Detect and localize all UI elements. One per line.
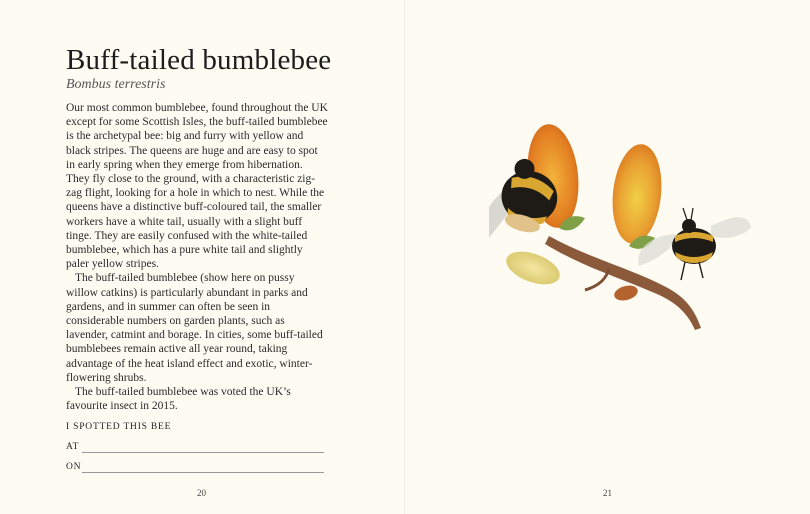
- body-text: [66, 101, 328, 413]
- on-write-line: [82, 472, 324, 473]
- on-label: ON: [66, 462, 82, 472]
- at-field: [66, 442, 324, 456]
- at-label: AT: [66, 442, 80, 452]
- at-write-line: [82, 452, 324, 453]
- paragraph-2: The buff-tailed bumblebee (show here on pussy willow catkins) is particularly abundant in parks and gardens, and in summer can often be seen in considerable numbers on garden plants, such as lavender, catmint and borage. In cities, some buff-tailed bumblebees remain active all year round, taking advantage of the heat island effect and exotic, winter-flowering shrubs.: [66, 272, 323, 384]
- page-title: Buff-tailed bumblebee: [66, 44, 332, 76]
- paragraph-3: The buff-tailed bumblebee was voted the UK’s favourite insect in 2015.: [66, 386, 291, 413]
- bumblebee-illustration: [489, 118, 759, 338]
- right-page: [405, 0, 810, 514]
- on-field: [66, 462, 324, 476]
- page-number-right: 21: [603, 488, 612, 498]
- page-number-left: 20: [197, 488, 206, 498]
- branch-bud: [613, 283, 640, 303]
- catkin-orange-right: [608, 142, 666, 246]
- catkin-pale: [502, 245, 564, 290]
- latin-name: Bombus terrestris: [66, 77, 166, 92]
- bee-right-wing-right: [711, 217, 751, 238]
- spotted-heading: I SPOTTED THIS BEE: [66, 422, 172, 432]
- paragraph-1: Our most common bumblebee, found throughout the UK except for some Scottish Isles, the buff-tailed bumblebee is the archetypal bee: big and furry with yellow and black stripes. The queens are huge and are easy to spot in early spring when they emerge from hibernation. They fly close to the ground, with a characteristic zig-zag flight, looking for a hole in which to nest. While the queens have a distinctive buff-coloured tail, the smaller workers have a white tail, usually with a slight buff tinge. They are easily confused with the white-tailed bumblebee, which has a pure white tail and slightly paler yellow stripes.: [66, 102, 328, 271]
